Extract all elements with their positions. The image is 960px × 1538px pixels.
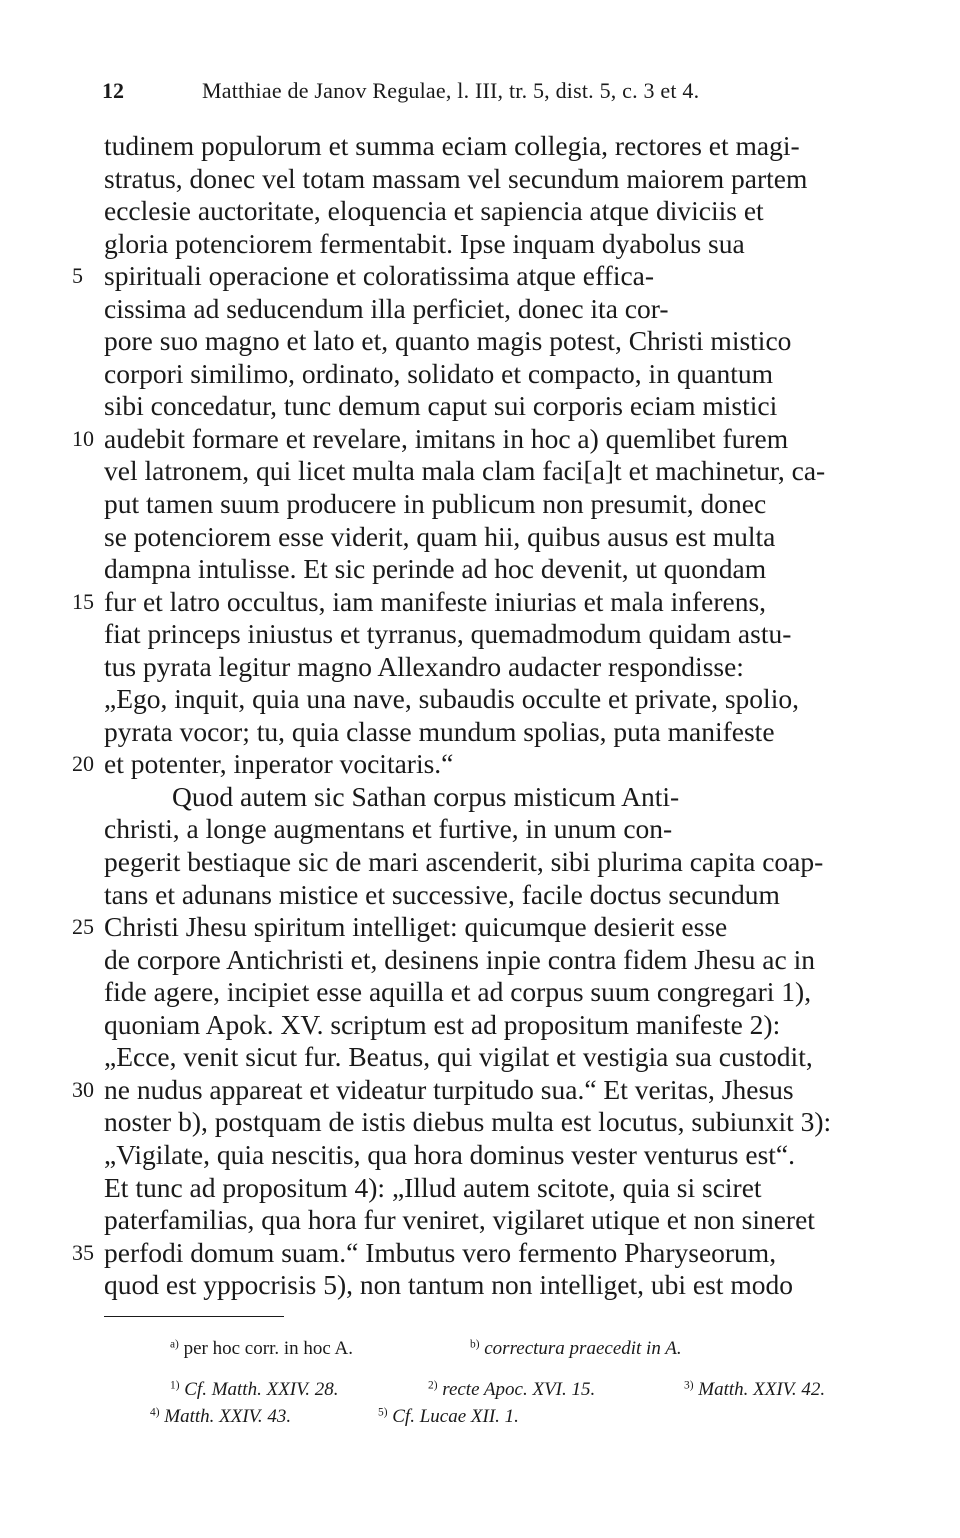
text-line xyxy=(104,1139,870,1172)
text-line xyxy=(104,488,870,521)
text-line xyxy=(104,618,870,651)
line-number: 35 xyxy=(72,1239,94,1265)
footnote-text: Cf. Lucae XII. 1. xyxy=(392,1406,519,1427)
text-line xyxy=(72,748,870,781)
line-text: tus pyrata legitur magno Allexandro audacter respondisse: xyxy=(104,650,744,682)
line-text: spirituali operacione et coloratissima atque effica- xyxy=(104,260,655,292)
line-text: corpori similimo, ordinato, solidato et compacto, in quantum xyxy=(104,357,774,389)
text-line xyxy=(104,1172,870,1205)
text-line xyxy=(104,716,870,749)
text-line xyxy=(72,585,870,619)
line-text: paterfamilias, qua hora fur veniret, vigilaret utique et non sineret xyxy=(104,1204,815,1236)
line-text: fide agere, incipiet esse aquilla et ad corpus suum congregari 1), xyxy=(104,976,812,1008)
footnote-1 xyxy=(170,1378,339,1402)
text-line xyxy=(104,195,870,228)
line-text: Et tunc ad propositum 4): „Illud autem scitote, quia si sciret xyxy=(104,1171,762,1203)
line-number: 25 xyxy=(72,914,94,940)
footnote-mark: 3) xyxy=(684,1379,694,1392)
text-line xyxy=(104,1204,870,1237)
line-text: tans et adunans mistice et successive, facile doctus secundum xyxy=(104,878,780,910)
line-text: stratus, donec vel totam massam vel secundum maiorem partem xyxy=(104,162,808,194)
text-line xyxy=(72,422,870,456)
page-header xyxy=(102,78,872,108)
footnote-mark: 4) xyxy=(150,1406,160,1419)
text-line xyxy=(104,325,870,358)
text-line xyxy=(104,163,870,196)
running-title: Matthiae de Janov Regulae, l. III, tr. 5, dist. 5, c. 3 et 4. xyxy=(202,78,700,103)
body-text xyxy=(72,130,870,1302)
line-number: 30 xyxy=(72,1076,94,1102)
text-line xyxy=(72,1236,870,1270)
line-text: noster b), postquam de istis diebus multa est locutus, subiunxit 3): xyxy=(104,1106,832,1138)
text-line xyxy=(104,1106,870,1139)
line-text: christi, a longe augmentans et furtive, in unum con- xyxy=(104,813,673,845)
line-text: „Vigilate, quia nescitis, qua hora dominus vester venturus est“. xyxy=(104,1138,796,1170)
line-text: audebit formare et revelare, imitans in hoc a) quemlibet furem xyxy=(104,422,789,454)
text-line xyxy=(104,521,870,554)
footnote-2 xyxy=(428,1378,595,1402)
text-line xyxy=(104,976,870,1009)
footnote-text: Matth. XXIV. 43. xyxy=(164,1406,292,1427)
line-text: sibi concedatur, tunc demum caput sui corporis eciam mistici xyxy=(104,390,778,422)
text-line xyxy=(104,1269,870,1302)
footnote-mark: 5) xyxy=(378,1406,388,1419)
line-text: „Ecce, venit sicut fur. Beatus, qui vigilat et vestigia sua custodit, xyxy=(104,1041,813,1073)
line-text: pegerit bestiaque sic de mari ascenderit, sibi plurima capita coap- xyxy=(104,846,824,878)
line-text: dampna intulisse. Et sic perinde ad hoc devenit, ut quondam xyxy=(104,553,767,585)
footnote-rule xyxy=(104,1316,284,1317)
text-line xyxy=(104,781,870,814)
text-line xyxy=(104,553,870,586)
footnote-4 xyxy=(150,1405,291,1429)
text-line xyxy=(104,944,870,977)
line-text: tudinem populorum et summa eciam collegia, rectores et magi- xyxy=(104,130,800,161)
text-line xyxy=(104,651,870,684)
text-line xyxy=(104,358,870,391)
footnote-5 xyxy=(378,1405,519,1429)
line-number: 5 xyxy=(72,263,83,289)
line-number: 20 xyxy=(72,751,94,777)
footnote-a xyxy=(170,1337,353,1361)
text-line xyxy=(72,260,870,293)
footnote-text: Matth. XXIV. 42. xyxy=(698,1379,826,1400)
footnote-text: per hoc corr. in hoc A. xyxy=(183,1338,353,1359)
line-text: Quod autem sic Sathan corpus misticum Anti- xyxy=(172,780,680,812)
footnote-text: Cf. Matth. XXIV. 28. xyxy=(184,1379,339,1400)
footnote-text: recte Apoc. XVI. 15. xyxy=(442,1379,596,1400)
footnote-mark: 2) xyxy=(428,1379,438,1392)
line-text: et potenter, inperator vocitaris.“ xyxy=(104,748,454,780)
text-line xyxy=(104,293,870,326)
text-line xyxy=(104,228,870,261)
line-text: pyrata vocor; tu, quia classe mundum spolias, puta manifeste xyxy=(104,715,775,747)
text-line xyxy=(72,911,870,944)
line-text: quoniam Apok. XV. scriptum est ad propositum manifeste 2): xyxy=(104,1008,781,1040)
footnote-mark: a) xyxy=(170,1338,179,1351)
text-line xyxy=(104,455,870,488)
text-line xyxy=(104,130,870,163)
footnote-b xyxy=(470,1337,682,1361)
line-text: perfodi domum suam.“ Imbutus vero fermento Pharyseorum, xyxy=(104,1236,777,1268)
text-line xyxy=(104,1041,870,1074)
text-line xyxy=(104,813,870,846)
page-number: 12 xyxy=(102,78,124,103)
line-text: vel latronem, qui licet multa mala clam faci[a]t et machinetur, ca- xyxy=(104,455,826,487)
line-text: pore suo magno et lato et, quanto magis potest, Christi mistico xyxy=(104,325,792,357)
line-text: Christi Jhesu spiritum intelliget: quicumque desierit esse xyxy=(104,911,728,943)
text-line xyxy=(104,879,870,912)
line-number: 15 xyxy=(72,588,94,614)
text-line xyxy=(104,1009,870,1042)
footnote-mark: 1) xyxy=(170,1379,180,1392)
footnote-3 xyxy=(684,1378,825,1402)
line-text: ne nudus appareat et videatur turpitudo sua.“ Et veritas, Jhesus xyxy=(104,1073,794,1105)
line-text: quod est yppocrisis 5), non tantum non intelliget, ubi est modo xyxy=(104,1269,793,1301)
line-text: put tamen suum producere in publicum non presumit, donec xyxy=(104,488,767,520)
line-text: fur et latro occultus, iam manifeste iniurias et mala inferens, xyxy=(104,585,767,617)
text-line xyxy=(72,1073,870,1107)
footnote-text: correctura praecedit in A. xyxy=(484,1338,682,1359)
line-text: se potenciorem esse viderit, quam hii, quibus ausus est multa xyxy=(104,520,776,552)
line-text: gloria potenciorem fermentabit. Ipse inquam dyabolus sua xyxy=(104,227,745,259)
line-text: de corpore Antichristi et, desinens inpie contra fidem Jhesu ac in xyxy=(104,943,815,975)
text-line xyxy=(104,390,870,423)
line-number: 10 xyxy=(72,425,94,451)
text-line xyxy=(104,683,870,716)
line-text: ecclesie auctoritate, eloquencia et sapiencia atque diviciis et xyxy=(104,195,764,227)
line-text: „Ego, inquit, quia una nave, subaudis occulte et private, spolio, xyxy=(104,683,799,715)
text-line xyxy=(104,846,870,879)
line-text: fiat princeps iniustus et tyrranus, quemadmodum quidam astu- xyxy=(104,618,792,650)
line-text: cissima ad seducendum illa perficiet, donec ita cor- xyxy=(104,292,669,324)
footnote-mark: b) xyxy=(470,1338,480,1351)
